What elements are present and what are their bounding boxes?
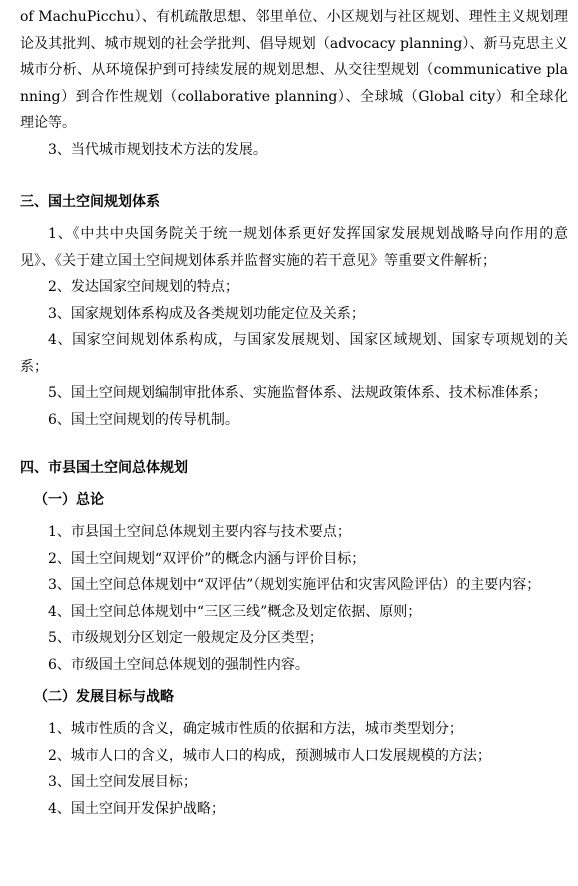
section-4-sub-1-item-4: 4、国土空间总体规划中“三区三线”概念及划定依据、原则； [48,603,422,620]
intro-continuation-paragraph: of MachuPicchu）、有机疏散思想、邻里单位、小区规划与社区规划、理性主义规划理论及其批判、城市规划的社会学批判、倡导规划（advocacy planning）、新马克思主义城市分析、从环境保护到可持续发展的规划思想、从交往型规划（communicative planning）到合作性规划（collaborative planning）、全球城（Global city）和全球化理论等。 [20,9,568,131]
section-4-sub-2-item-4: 4、国土空间开发保护战略； [48,800,225,817]
section-4-sub-1-item-5: 5、市级规划分区划定一般规定及分区类型； [48,630,323,646]
section-3-item-4: 4、国家空间规划体系构成，与国家发展规划、国家区域规划、国家专项规划的关系； [20,332,568,375]
section-3-item-1: 1、《中共中央国务院关于统一规划体系更好发挥国家发展规划战略导向作用的意见》、《关于建立国土空间规划体系并监督实施的若干意见》等重要文件解析； [20,226,568,269]
section-4-sub-2-item-2: 2、城市人口的含义，城市人口的构成，预测城市人口发展规模的方法； [48,747,491,764]
section-4-sub-2-heading: （二）发展目标与战略 [34,689,174,705]
section-3-item-6: 6、国土空间规划的传导机制。 [48,411,239,428]
section-3-item-2: 2、发达国家空间规划的特点； [48,279,239,295]
section-4-sub-2-item-3: 3、国土空间发展目标； [48,774,197,790]
section-4-sub-1-item-2: 2、国土空间规划“双评价”的概念内涵与评价目标； [48,550,366,567]
spacer [20,163,568,189]
section-4-sub-1-heading: （一）总论 [34,492,104,508]
section-4-sub-1-item-6: 6、市级国土空间总体规划的强制性内容。 [48,656,309,673]
section-4-sub-1-item-1: 1、市县国土空间总体规划主要内容与技术要点； [48,524,351,540]
section-4-sub-1-item-3: 3、国土空间总体规划中“双评估”（规划实施评估和灾害风险评估）的主要内容； [48,577,541,593]
section-3-item-3: 3、国家规划体系构成及各类规划功能定位及关系； [48,305,365,322]
section-4-sub-2-item-1: 1、城市性质的含义，确定城市性质的依据和方法，城市类型划分； [48,721,463,737]
spacer [20,433,568,455]
section-4-heading: 四、市县国土空间总体规划 [20,460,188,476]
section-3-item-5: 5、国土空间规划编制审批体系、实施监督体系、法规政策体系、技术标准体系； [48,385,547,401]
intro-item-3: 3、当代城市规划技术方法的发展。 [48,141,267,158]
section-3-heading: 三、国土空间规划体系 [20,194,160,210]
